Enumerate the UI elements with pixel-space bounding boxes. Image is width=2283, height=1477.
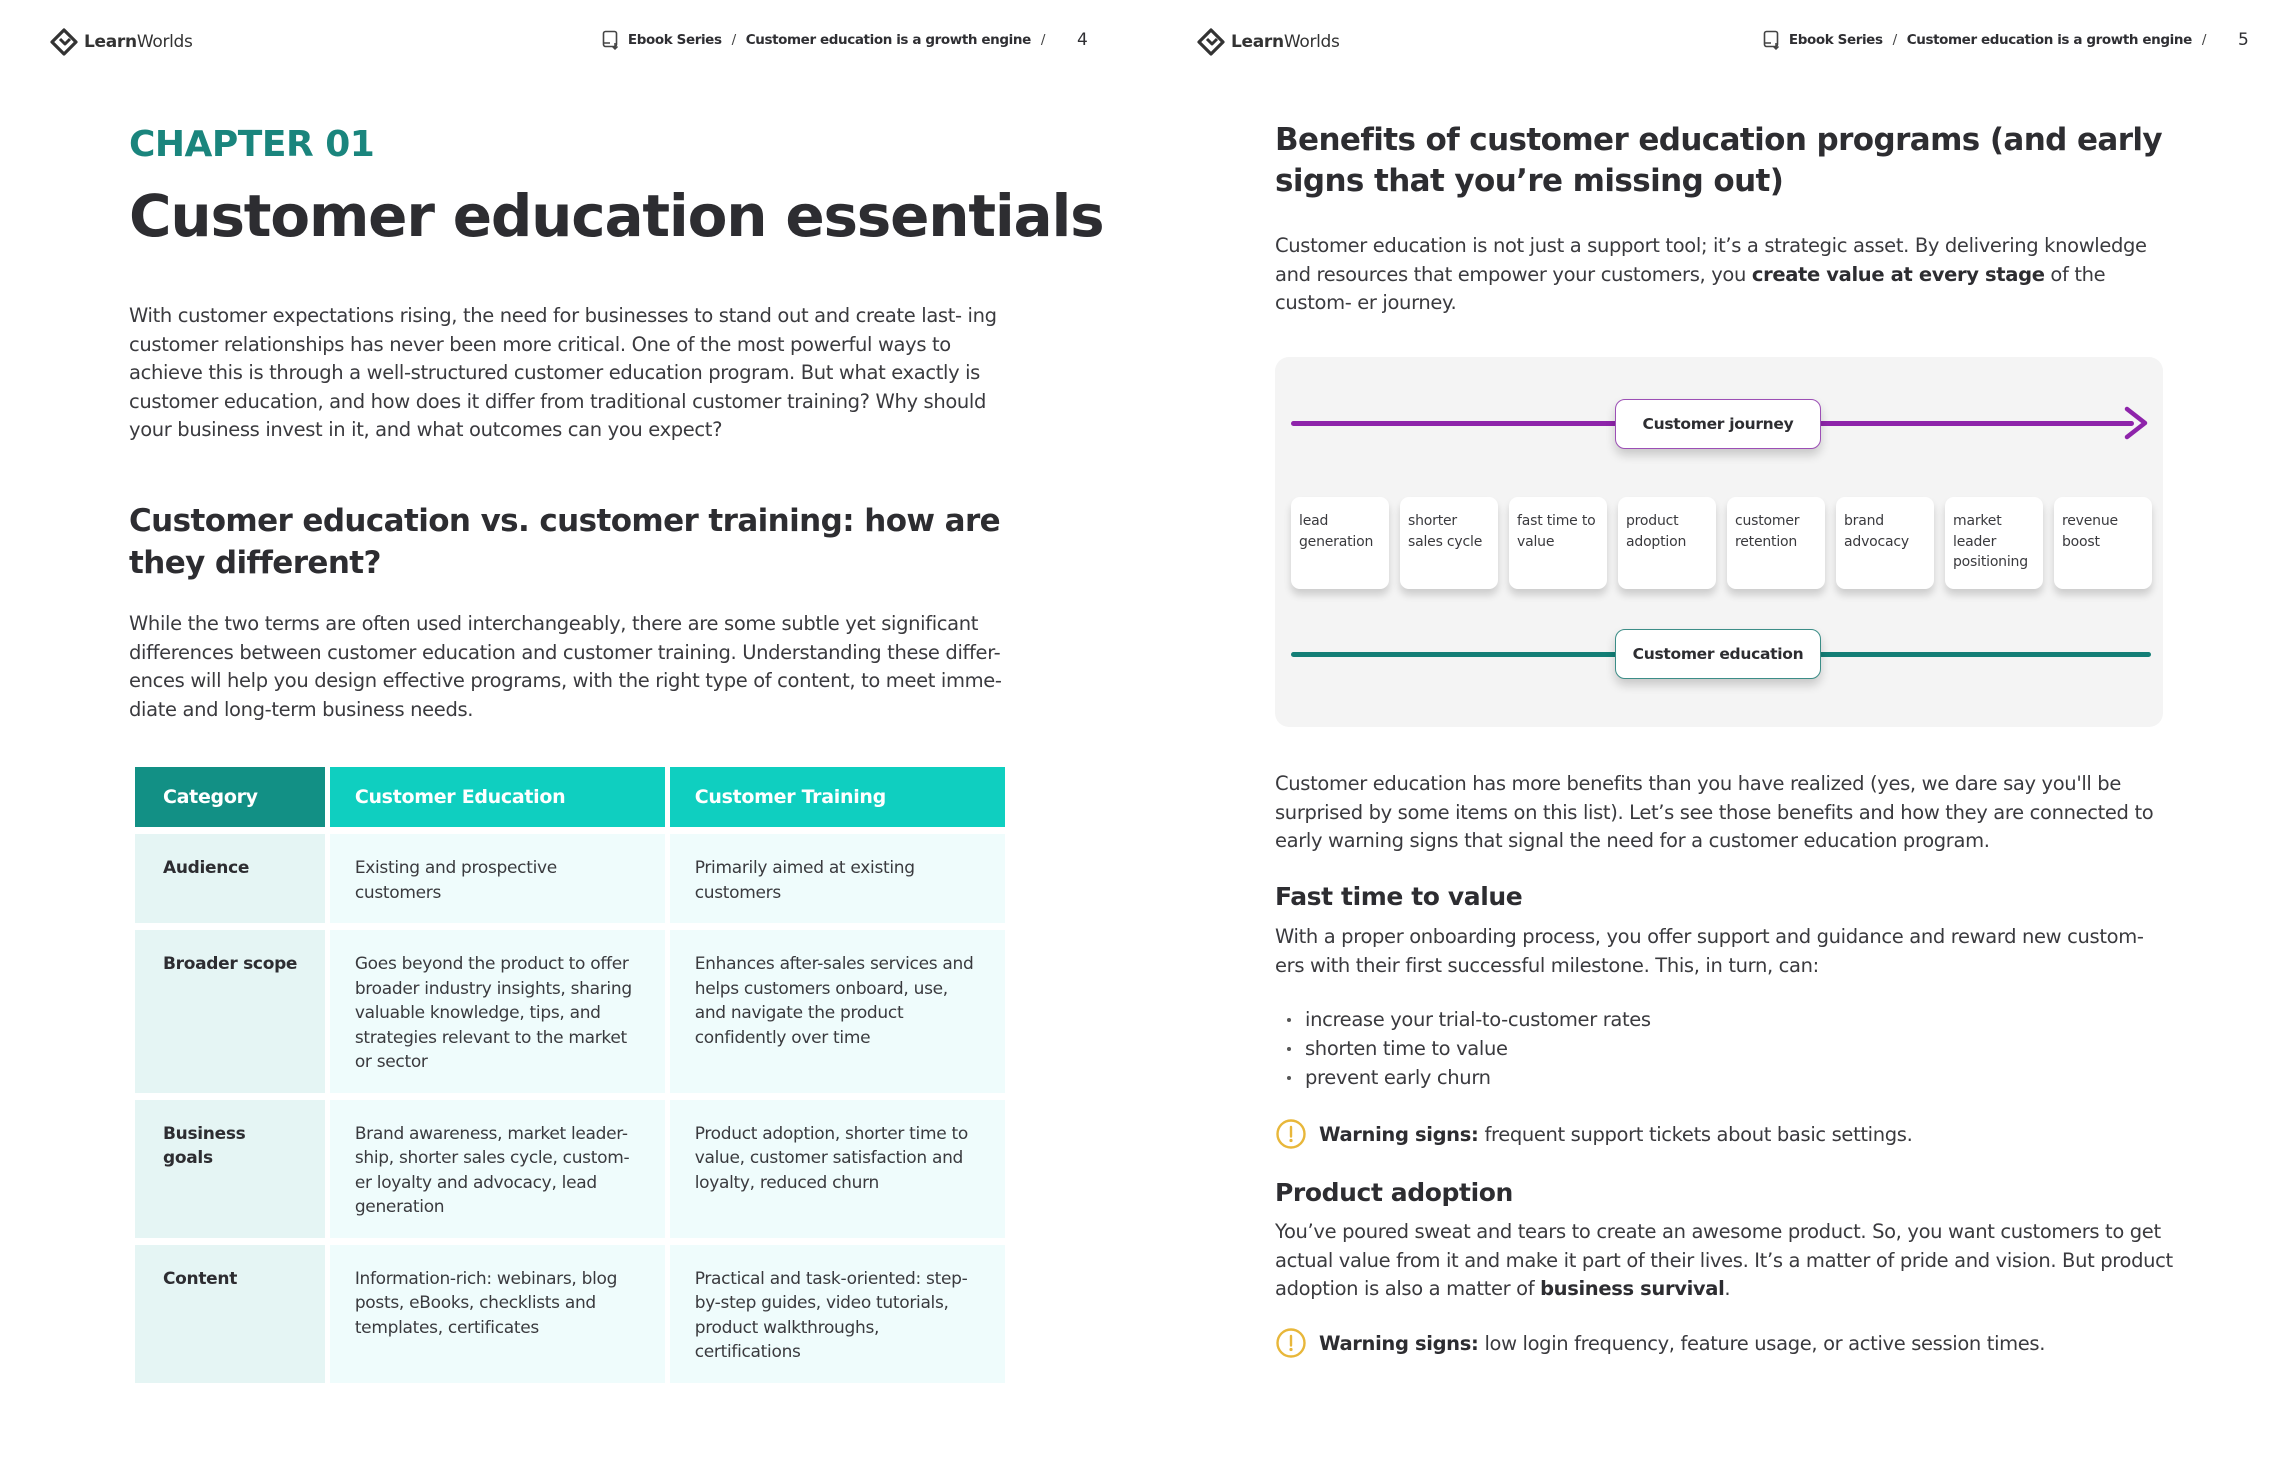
breadcrumb-ebook-title[interactable]: Customer education is a growth engine <box>1906 32 2192 48</box>
warning-callout <box>1275 1118 1912 1150</box>
row-education: Brand awareness, market leader- ship, shorter sales cycle, custom- er loyalty and advocacy, lead generation <box>330 1100 665 1238</box>
breadcrumb-series[interactable]: Ebook Series <box>1788 32 1883 48</box>
row-education: Goes beyond the product to offer broader industry insights, sharing valuable knowledge, tips, and strategies relevant to the market or sector <box>330 930 665 1093</box>
page-header <box>1141 26 2282 56</box>
table-header-row <box>135 767 1005 827</box>
page-left <box>0 0 1141 1477</box>
breadcrumb-separator: / <box>1040 32 1045 48</box>
breadcrumb-separator: / <box>731 32 736 48</box>
breadcrumb-separator: / <box>2201 32 2206 48</box>
journey-diagram <box>1275 357 2163 727</box>
row-training: Primarily aimed at existing customers <box>670 834 1005 923</box>
header-customer-training: Customer Training <box>670 767 1005 827</box>
row-category: Business goals <box>135 1100 325 1238</box>
intro-paragraph: With customer expectations rising, the need for businesses to stand out and create last- ing customer relationships has never been more critical. One of the most powerful ways to achieve this is through a well-structured customer education program. But what exactly is customer education, and how does it differ from traditional customer training? Why should your business invest in it, and what outcomes can you expect? <box>129 304 997 441</box>
page-header <box>0 26 1141 56</box>
warning-callout <box>1275 1327 2045 1359</box>
breadcrumb-separator: / <box>1892 32 1897 48</box>
warning-text: low login frequency, feature usage, or active session times. <box>1484 1331 2046 1355</box>
warning-icon <box>1275 1327 1307 1359</box>
stage-card: market leader positioning <box>1945 497 2043 589</box>
benefits-heading: Benefits of customer education programs (and early signs that you’re missing out) <box>1275 122 2163 199</box>
section-paragraph: While the two terms are often used interchangeably, there are some subtle yet significant differences between customer education and customer training. Understanding these differ- ences will help you design effective programs, with the right type of content, to meet imme- diate and long-term business needs. <box>129 612 1002 721</box>
table-row <box>135 1245 1005 1383</box>
learnworlds-logo-icon <box>1197 28 1225 56</box>
customer-education-label: Customer education <box>1615 629 1821 679</box>
section-heading-fast-time-to-value: Fast time to value <box>1275 882 1523 911</box>
emphasis-text: business survival <box>1540 1277 1725 1300</box>
product-adoption-paragraph: You’ve poured sweat and tears to create an awesome product. So, you want customers to get actual value from it and make it part of their lives. It’s a matter of pride and vision. But product adoption is also a matter of business survival. <box>1275 1220 2173 1300</box>
brand-name: LearnWorlds <box>1231 32 1340 52</box>
row-education: Existing and prospective customers <box>330 834 665 923</box>
row-category: Content <box>135 1245 325 1383</box>
row-category: Audience <box>135 834 325 923</box>
breadcrumb-ebook-title[interactable]: Customer education is a growth engine <box>745 32 1031 48</box>
row-training: Product adoption, shorter time to value, customer satisfaction and loyalty, reduced churn <box>670 1100 1005 1238</box>
benefits-paragraph: Customer education has more benefits than you have realized (yes, we dare say you'll be surprised by some items on this list). Let’s see those benefits and how they are connected to early warning signs that signal the need for a customer education program. <box>1275 772 2154 852</box>
warning-label: Warning signs: <box>1319 1122 1479 1146</box>
arrow-right-icon <box>2121 405 2151 441</box>
chapter-label: CHAPTER 01 <box>129 124 375 165</box>
warning-text: frequent support tickets about basic settings. <box>1484 1122 1913 1146</box>
fast-time-to-value-paragraph: With a proper onboarding process, you offer support and guidance and reward new custom- ers with their first successful milestone. This, in turn, can: <box>1275 925 2144 977</box>
bullet-icon <box>1287 1047 1291 1051</box>
ebook-icon <box>602 30 620 50</box>
list-item: shorten time to value <box>1287 1034 1651 1063</box>
customer-journey-label: Customer journey <box>1615 399 1821 449</box>
section-heading-product-adoption: Product adoption <box>1275 1178 1513 1207</box>
row-category: Broader scope <box>135 930 325 1093</box>
page-right <box>1141 0 2282 1477</box>
emphasis-text: create value at every stage <box>1751 262 2045 286</box>
table-row <box>135 834 1005 923</box>
breadcrumb <box>1763 30 2254 50</box>
comparison-table <box>130 760 1010 1390</box>
header-category: Category <box>135 767 325 827</box>
table-row <box>135 1100 1005 1238</box>
warning-icon <box>1275 1118 1307 1150</box>
stage-card: shorter sales cycle <box>1400 497 1498 589</box>
list-item: increase your trial-to-customer rates <box>1287 1005 1651 1034</box>
row-education: Information-rich: webinars, blog posts, eBooks, checklists and templates, certificates <box>330 1245 665 1383</box>
brand-logo <box>50 28 193 56</box>
stage-card: lead generation <box>1291 497 1389 589</box>
warning-label: Warning signs: <box>1319 1331 1479 1355</box>
stage-card: revenue boost <box>2054 497 2152 589</box>
learnworlds-logo-icon <box>50 28 78 56</box>
journey-stages <box>1291 497 2153 589</box>
stage-card: fast time to value <box>1509 497 1607 589</box>
breadcrumb <box>602 30 1093 50</box>
page-number: 5 <box>2238 30 2249 50</box>
bullet-icon <box>1287 1076 1291 1080</box>
stage-card: customer retention <box>1727 497 1825 589</box>
stage-card: product adoption <box>1618 497 1716 589</box>
ebook-icon <box>1763 30 1781 50</box>
list-item: prevent early churn <box>1287 1063 1651 1092</box>
section-heading: Customer education vs. customer training: how are they different? <box>129 503 1001 581</box>
brand-name: LearnWorlds <box>84 32 193 52</box>
breadcrumb-series[interactable]: Ebook Series <box>627 32 722 48</box>
bullet-icon <box>1287 1018 1291 1022</box>
stage-card: brand advocacy <box>1836 497 1934 589</box>
header-customer-education: Customer Education <box>330 767 665 827</box>
page-number: 4 <box>1077 30 1088 50</box>
table-row <box>135 930 1005 1093</box>
row-training: Enhances after-sales services and helps customers onboard, use, and navigate the product confidently over time <box>670 930 1005 1093</box>
page-title: Customer education essentials <box>129 182 1104 250</box>
benefits-list <box>1287 1005 1651 1092</box>
brand-logo <box>1197 28 1340 56</box>
benefits-intro: Customer education is not just a support tool; it’s a strategic asset. By delivering knowledge and resources that empower your customers, you create value at every stage of the custom- er journey. <box>1275 234 2147 314</box>
row-training: Practical and task-oriented: step-by-step guides, video tutorials, product walkthroughs, certifications <box>670 1245 1005 1383</box>
